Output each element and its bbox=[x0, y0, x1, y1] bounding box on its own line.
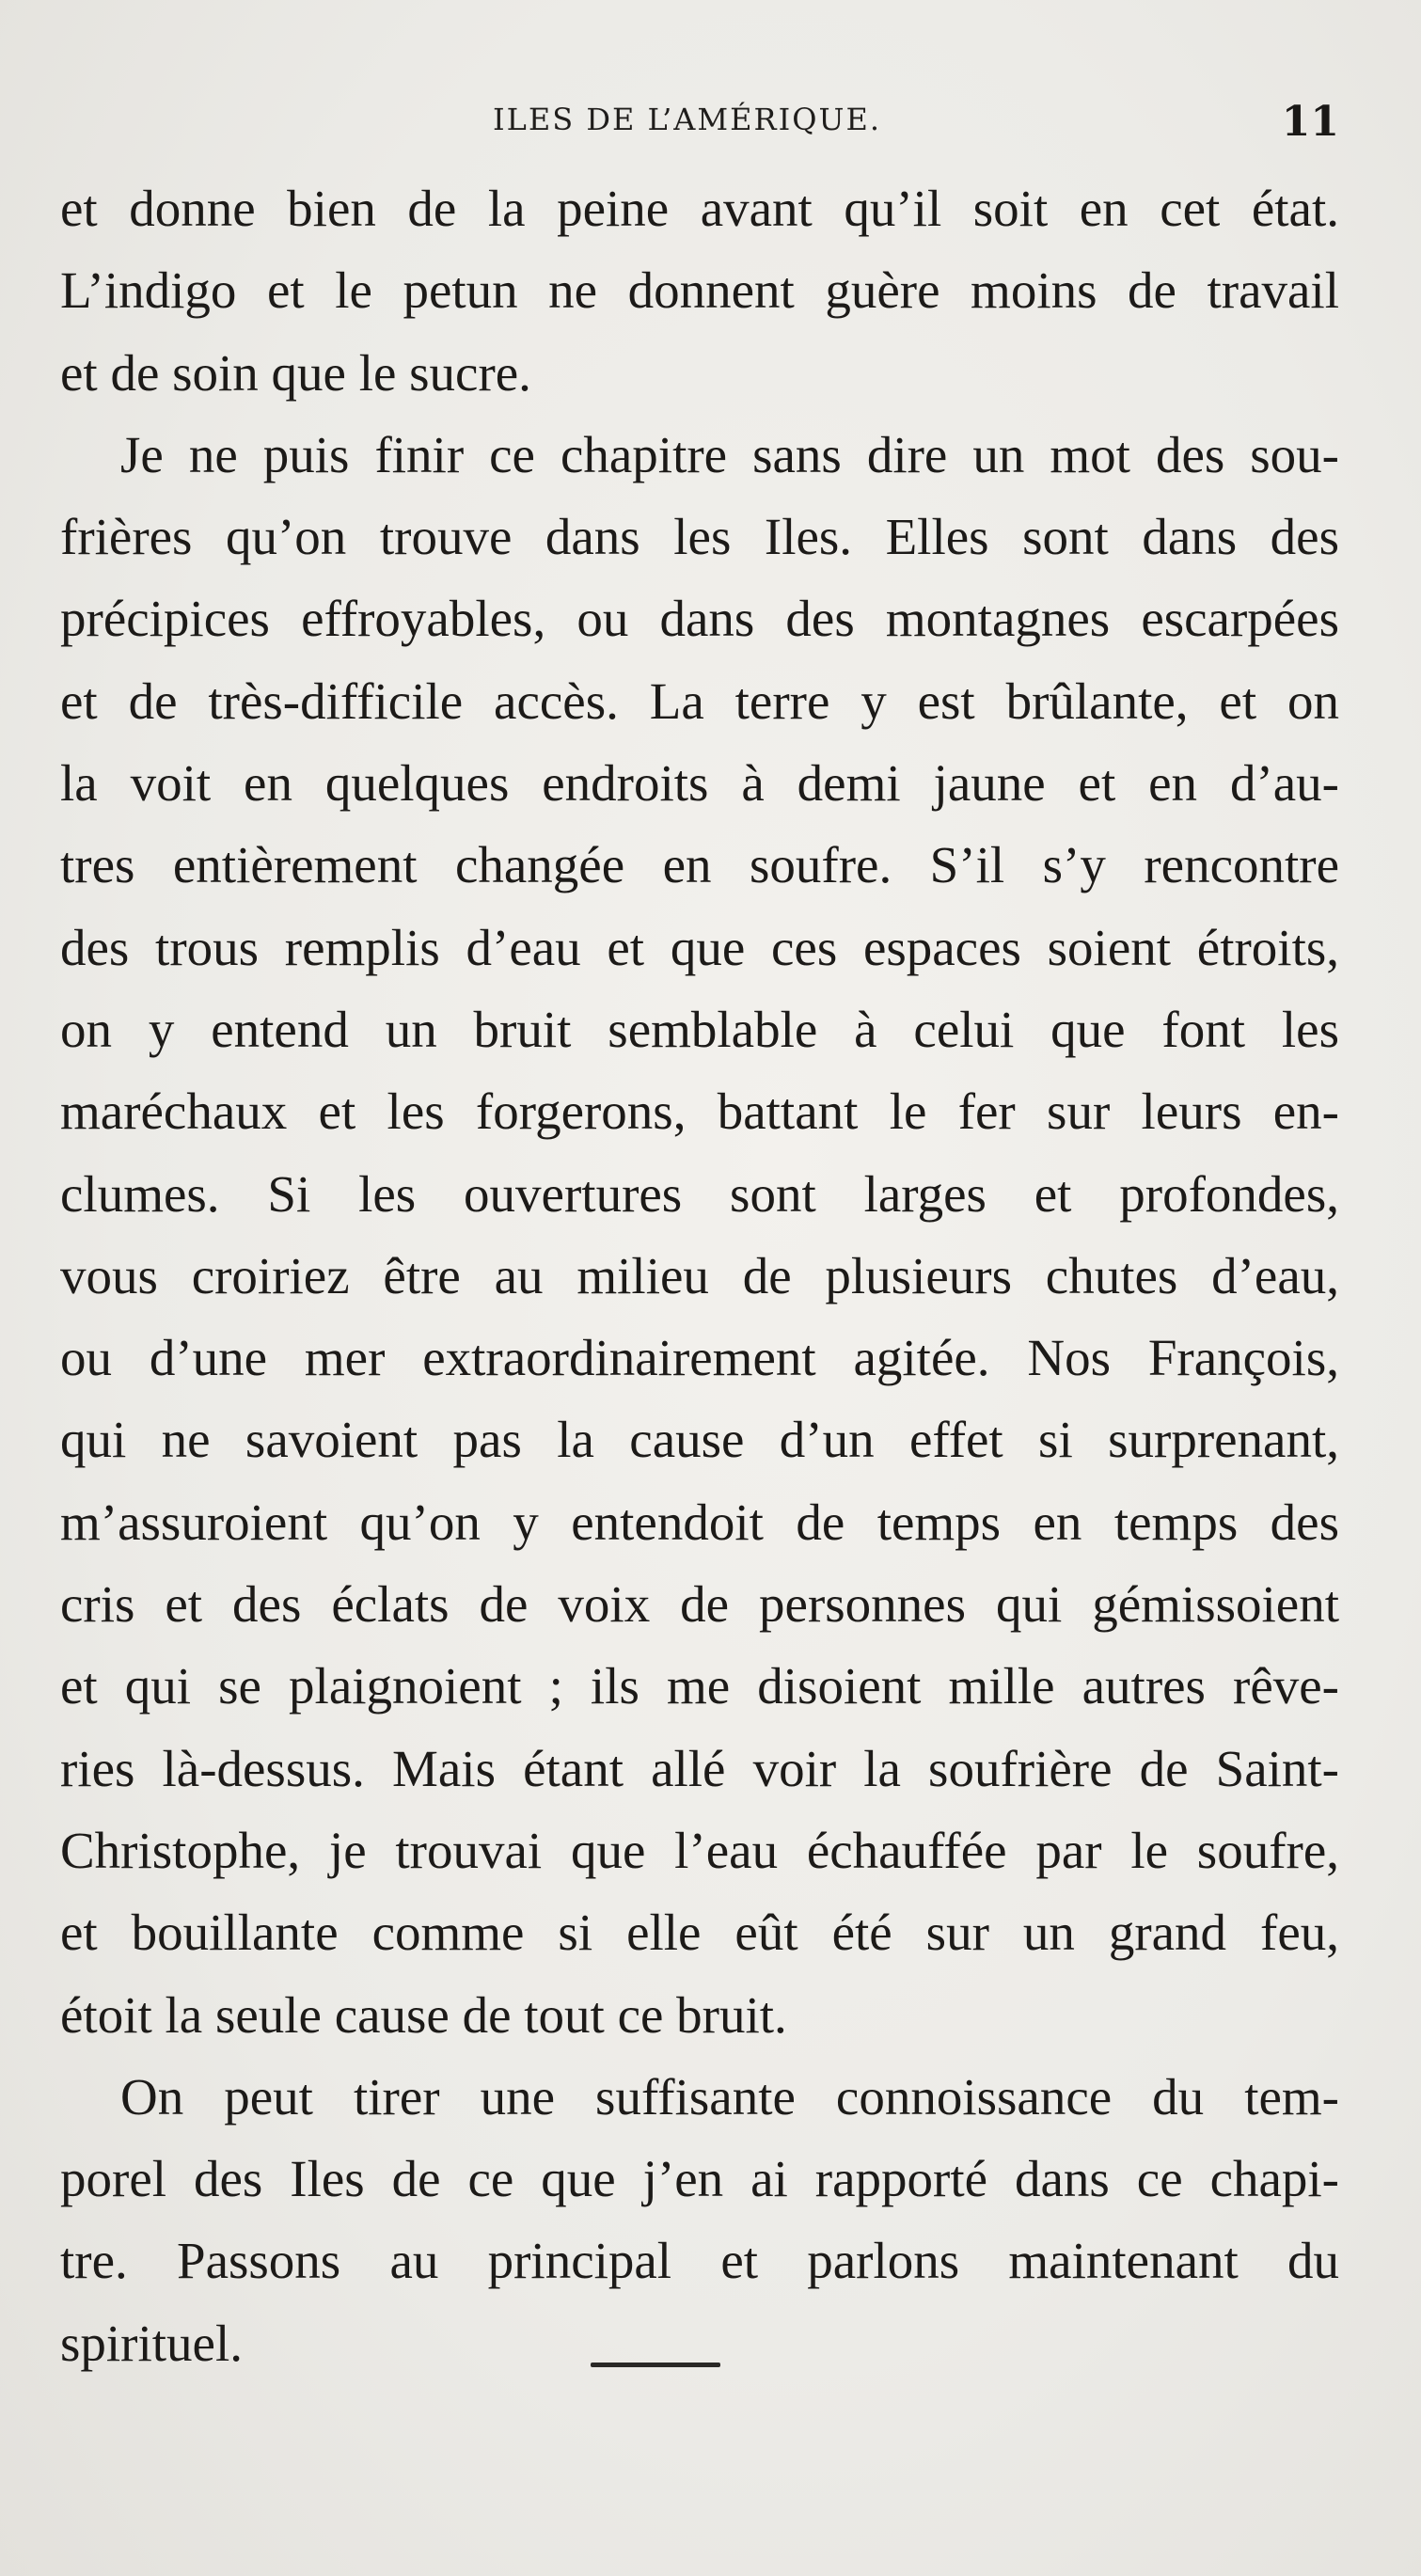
text-line: et donne bien de la peine avant qu’il soit en cet état. bbox=[60, 180, 1339, 237]
text-line: frières qu’on trouve dans les Iles. Elles sont dans des bbox=[60, 508, 1339, 566]
text-line: vous croiriez être au milieu de plusieurs chutes d’eau, bbox=[60, 1246, 1339, 1304]
text-line: clumes. Si les ouvertures sont larges et profondes, bbox=[60, 1164, 1339, 1223]
text-line: des trous remplis d’eau et que ces espaces soient étroits, bbox=[60, 918, 1339, 976]
text-line: et bouillante comme si elle eût été sur un grand feu, bbox=[60, 1904, 1339, 1962]
section-end-rule bbox=[591, 2363, 720, 2367]
text-line: on y entend un bruit semblable à celui que font les bbox=[60, 1000, 1339, 1058]
text-line: spirituel. bbox=[60, 2314, 244, 2372]
text-line: porel des Iles de ce que j’en ai rapporté dans ce chapi- bbox=[60, 2150, 1339, 2208]
running-title: ILES DE L’AMÉRIQUE. bbox=[493, 102, 881, 137]
text-line: et de soin que le sucre. bbox=[60, 343, 531, 402]
page-number: 11 bbox=[1281, 98, 1339, 146]
text-line: et de très-difficile accès. La terre y est brûlante, et on bbox=[60, 672, 1339, 730]
text-line: cris et des éclats de voix de personnes qui gémissoient bbox=[60, 1575, 1339, 1634]
text-line: L’indigo et le petun ne donnent guère moins de travail bbox=[60, 261, 1339, 320]
text-line: maréchaux et les forgerons, battant le fer sur leurs en- bbox=[60, 1083, 1339, 1141]
paragraph-first-line: Je ne puis finir ce chapitre sans dire un mot des sou- bbox=[120, 425, 1339, 483]
text-line: étoit la seule cause de tout ce bruit. bbox=[60, 1985, 787, 2044]
text-line: ou d’une mer extraordinairement agitée. Nos François, bbox=[60, 1329, 1339, 1387]
body-text bbox=[60, 167, 1339, 2384]
text-line: la voit en quelques endroits à demi jaune et en d’au- bbox=[60, 754, 1339, 813]
text-line: précipices effroyables, ou dans des montagnes escarpées bbox=[60, 590, 1339, 648]
paragraph-first-line: On peut tirer une suffisante connoissance du tem- bbox=[120, 2067, 1339, 2126]
text-line: qui ne savoient pas la cause d’un effet si surprenant, bbox=[60, 1411, 1339, 1469]
text-line: m’assuroient qu’on y entendoit de temps en temps des bbox=[60, 1493, 1339, 1551]
text-line: ries là-dessus. Mais étant allé voir la soufrière de Saint- bbox=[60, 1739, 1339, 1797]
page-header bbox=[60, 98, 1339, 154]
text-line: Christophe, je trouvai que l’eau échauffée par le soufre, bbox=[60, 1821, 1339, 1879]
text-line: tre. Passons au principal et parlons maintenant du bbox=[60, 2232, 1339, 2290]
text-line: et qui se plaignoient ; ils me disoient mille autres rêve- bbox=[60, 1657, 1339, 1715]
text-line: tres entièrement changée en soufre. S’il s’y rencontre bbox=[60, 836, 1339, 894]
